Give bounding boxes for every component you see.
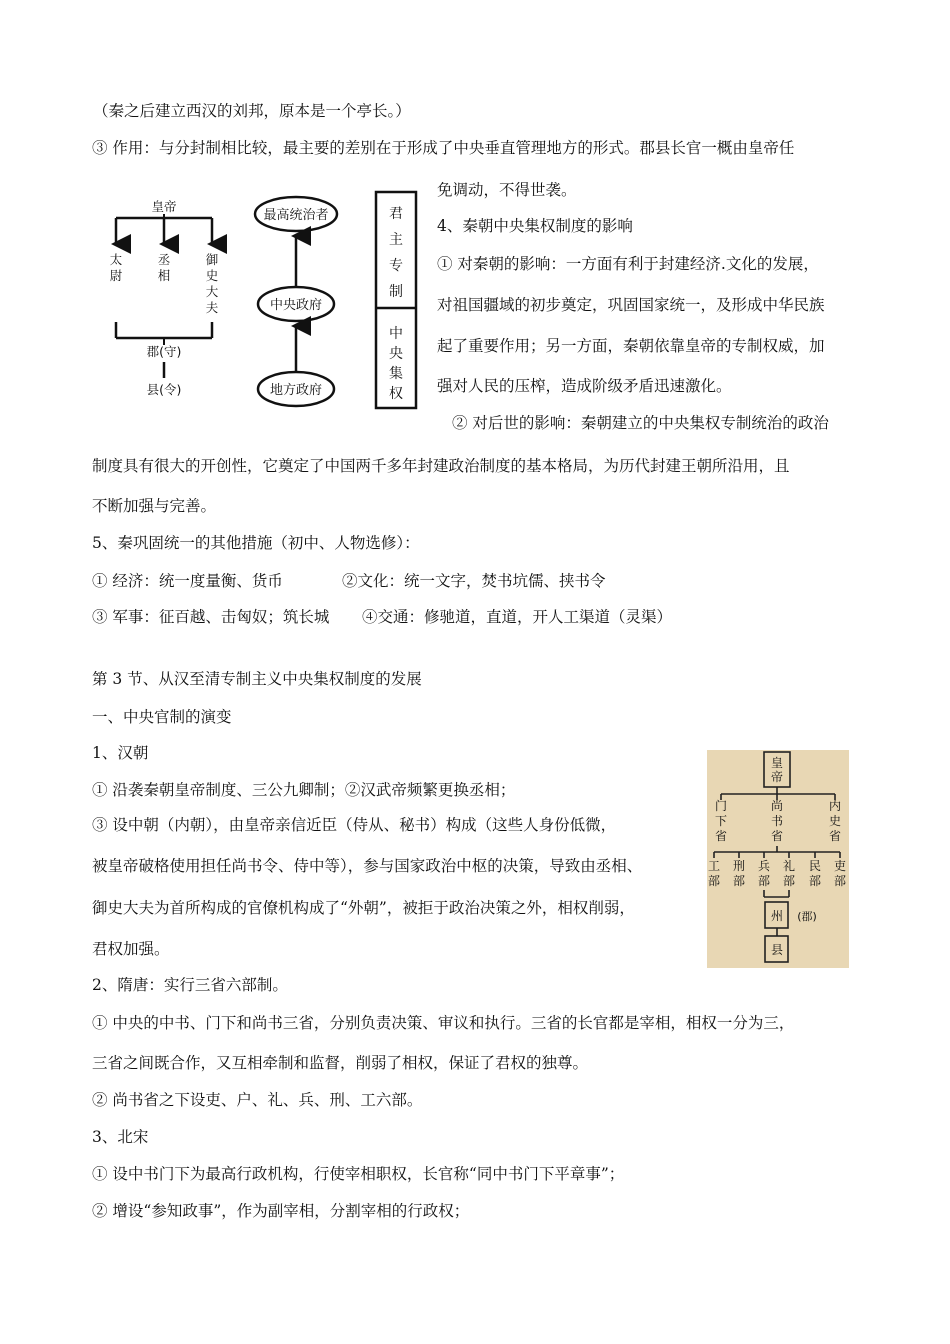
local-gov-label: 地方政府	[269, 383, 323, 398]
text-line: ②文化：统一文字，焚书坑儒、挟书令	[342, 572, 606, 590]
autocracy-char-2: 主	[389, 232, 403, 248]
text-line: ③ 作用：与分封制相比较，最主要的差别在于形成了中央垂直管理地方的形式。郡县长官一概由皇帝任	[92, 139, 795, 157]
text-line: （秦之后建立西汉的刘邦，原本是一个亭长。）	[93, 102, 411, 120]
st-min-2: 部	[808, 874, 822, 888]
st-menxia-2: 下	[714, 814, 728, 828]
qin-commandery-label: 郡(守)	[146, 344, 182, 359]
st-libu-1: 吏	[833, 859, 847, 873]
qin-official-3-d: 夫	[205, 300, 219, 315]
text-line: ② 尚书省之下设吏、户、礼、兵、刑、工六部。	[92, 1091, 423, 1109]
centralization-char-3: 集	[389, 366, 403, 382]
qin-county-label: 县(令)	[146, 382, 182, 397]
st-neishi-2: 史	[828, 814, 842, 828]
autocracy-char-4: 制	[389, 284, 403, 300]
sui-tang-diagram	[707, 750, 849, 968]
heading-other-measures: 5、秦巩固统一的其他措施（初中、人物选修）：	[92, 534, 420, 552]
st-shangshu-2: 书	[770, 814, 784, 828]
text-line: 起了重要作用；另一方面，秦朝依靠皇帝的专制权威，加	[437, 337, 825, 355]
st-min-1: 民	[808, 859, 822, 873]
power-hierarchy-diagram	[250, 190, 345, 410]
central-gov-label: 中央政府	[269, 298, 323, 313]
heading-northern-song: 3、北宋	[92, 1128, 149, 1146]
text-line: ① 对秦朝的影响：一方面有利于封建经济.文化的发展，	[437, 255, 819, 273]
st-bing-1: 兵	[757, 859, 771, 873]
text-line: ① 沿袭秦朝皇帝制度、三公九卿制；②汉武帝频繁更换丞相；	[92, 781, 516, 799]
subsection-title: 一、中央官制的演变	[92, 708, 232, 726]
centralization-char-2: 央	[389, 346, 403, 362]
centralization-char-4: 权	[389, 386, 403, 402]
st-li-2: 部	[782, 874, 796, 888]
text-line: 强对人民的压榨，造成阶级矛盾迅速激化。	[437, 377, 732, 395]
text-line: ① 中央的中书、门下和尚书三省，分别负责决策、审议和执行。三省的长官都是宰相，相权一分为三，	[92, 1014, 795, 1032]
st-menxia-3: 省	[714, 829, 728, 843]
text-line: 君权加强。	[92, 940, 170, 958]
heading-qin-influence: 4、秦朝中央集权制度的影响	[437, 217, 633, 235]
qin-official-3-a: 御	[205, 252, 219, 267]
text-line: ① 经济：统一度量衡、货币	[92, 572, 283, 590]
qin-emperor-label: 皇帝	[151, 199, 177, 214]
st-shangshu-1: 尚	[770, 799, 784, 813]
qin-official-1-b: 尉	[109, 268, 123, 283]
st-xing-2: 部	[732, 874, 746, 888]
st-neishi-3: 省	[828, 829, 842, 843]
qin-official-3-c: 大	[205, 284, 219, 299]
top-ruler-label: 最高统治者	[263, 208, 329, 223]
text-line: 不断加强与完善。	[92, 497, 217, 515]
text-line: ① 设中书门下为最高行政机构，行使宰相职权，长官称“同中书门下平章事”；	[92, 1165, 625, 1183]
text-line: ② 增设“参知政事”，作为副宰相，分割宰相的行政权；	[92, 1202, 470, 1220]
st-li-1: 礼	[782, 859, 796, 873]
heading-sui-tang: 2、隋唐：实行三省六部制。	[92, 976, 288, 994]
st-gong-1: 工	[707, 859, 721, 873]
qin-official-2-b: 相	[157, 268, 171, 283]
section-title: 第 3 节、从汉至清专制主义中央集权制度的发展	[92, 670, 422, 688]
text-line: 三省之间既合作，又互相牵制和监督，削弱了相权，保证了君权的独尊。	[92, 1054, 589, 1072]
text-line: 被皇帝破格使用担任尚书令、侍中等），参与国家政治中枢的决策，导致由丞相、	[92, 857, 643, 875]
text-line: ③ 军事：征百越、击匈奴；筑长城	[92, 608, 330, 626]
st-bing-2: 部	[757, 874, 771, 888]
st-menxia-1: 门	[714, 799, 728, 813]
qin-official-3-b: 史	[205, 268, 219, 283]
st-shangshu-3: 省	[770, 829, 784, 843]
text-line: 对祖国疆域的初步奠定，巩固国家统一，及形成中华民族	[437, 296, 825, 314]
st-zhou: 州	[770, 909, 784, 923]
text-line: 制度具有很大的开创性，它奠定了中国两千多年封建政治制度的基本格局，为历代封建王朝所沿用，且	[92, 457, 790, 475]
st-libu-2: 部	[833, 874, 847, 888]
st-gong-2: 部	[707, 874, 721, 888]
text-line: ② 对后世的影响：秦朝建立的中央集权专制统治的政治	[452, 414, 829, 432]
st-emperor-1: 皇	[770, 756, 784, 770]
qin-official-2-a: 丞	[157, 252, 171, 267]
heading-han: 1、汉朝	[92, 744, 149, 762]
centralization-char-1: 中	[389, 326, 403, 342]
qin-official-1-a: 太	[109, 252, 123, 267]
autocracy-centralization-box	[374, 190, 420, 412]
qin-structure-diagram	[100, 192, 235, 407]
text-line: 免调动，不得世袭。	[437, 181, 577, 199]
st-county: 县	[770, 943, 784, 957]
st-emperor-2: 帝	[770, 770, 784, 784]
text-line: 御史大夫为首所构成的官僚机构成了“外朝”，被拒于政治决策之外，相权削弱，	[92, 899, 635, 917]
st-xing-1: 刑	[732, 859, 746, 873]
autocracy-char-3: 专	[389, 258, 403, 274]
autocracy-char-1: 君	[389, 206, 403, 222]
st-neishi-1: 内	[828, 799, 842, 813]
st-jun: (郡)	[797, 910, 817, 923]
text-line: ④交通：修驰道，直道，开人工渠道（灵渠）	[362, 608, 673, 626]
text-line: ③ 设中朝（内朝），由皇帝亲信近臣（侍从、秘书）构成（这些人身份低微，	[92, 816, 617, 834]
